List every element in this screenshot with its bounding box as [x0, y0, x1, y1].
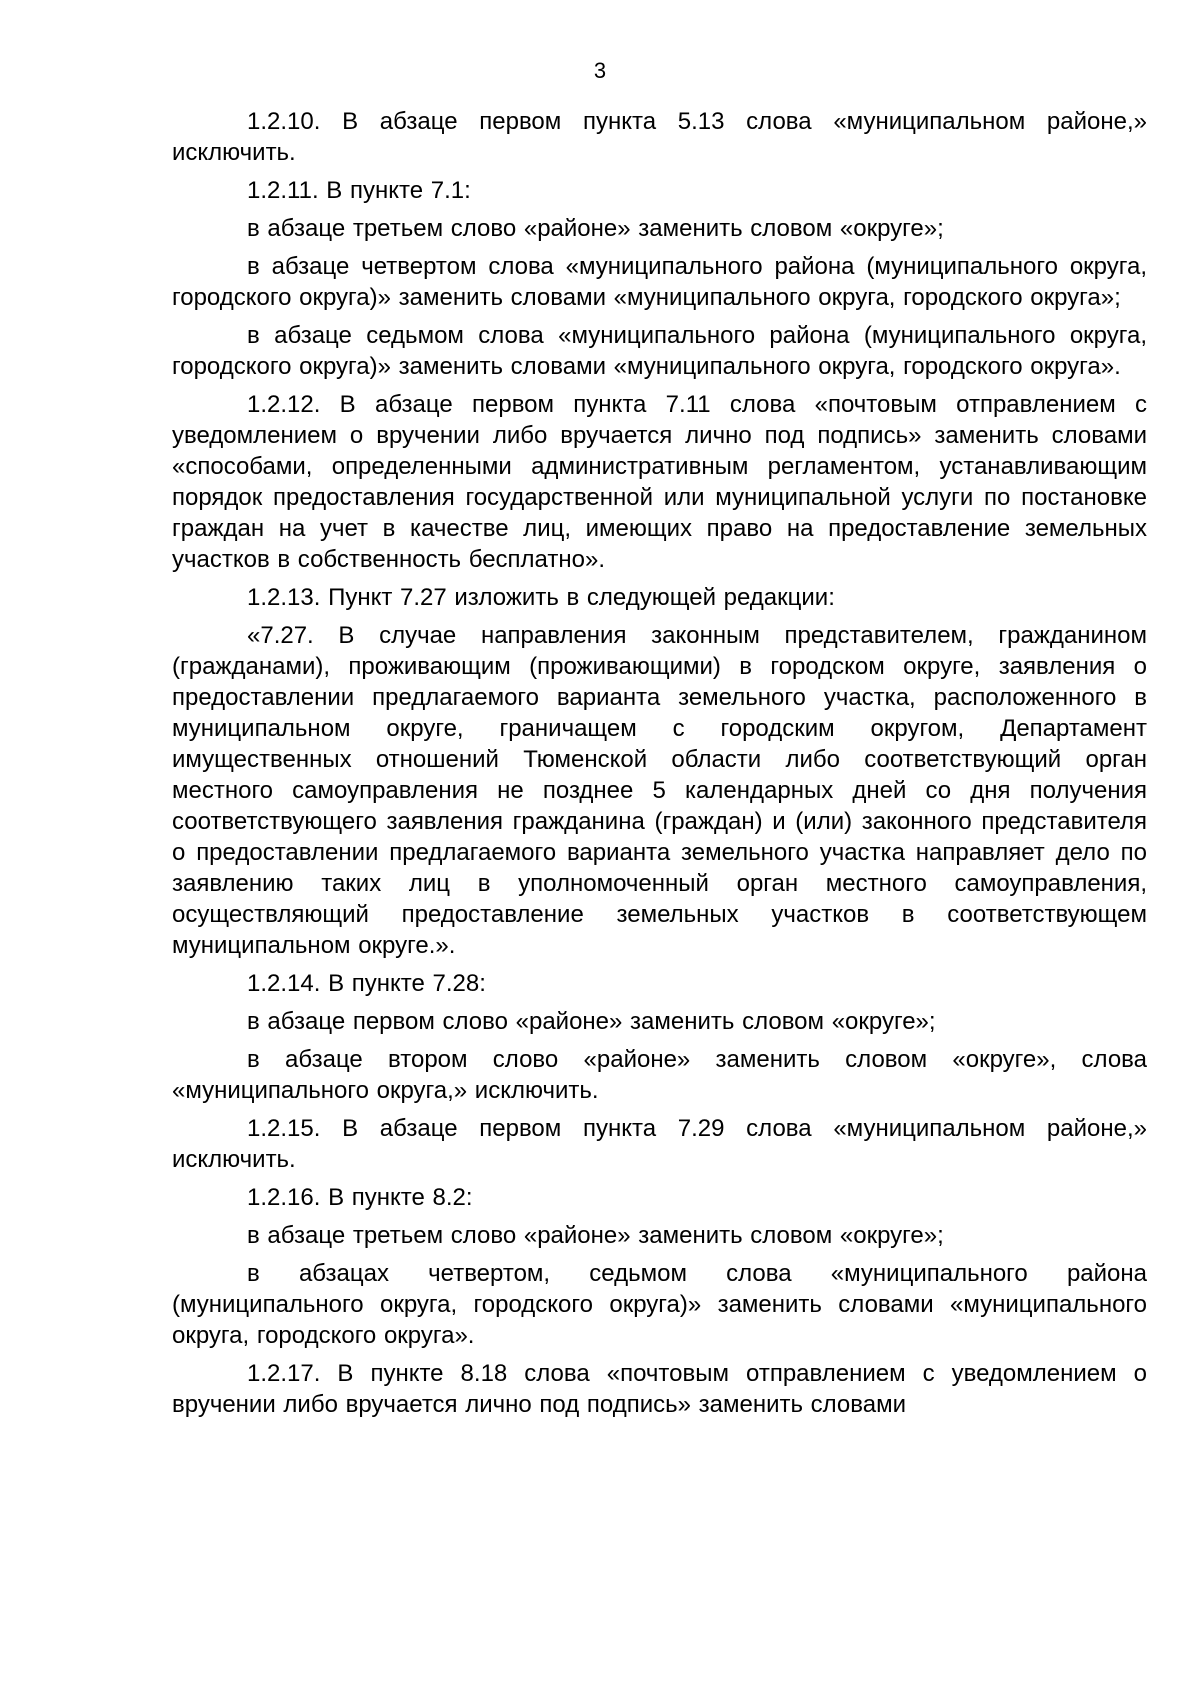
paragraph-1-2-17: 1.2.17. В пункте 8.18 слова «почтовым отправлением с уведомлением о вручении либо вручается лично под подпись» заменить словами — [172, 1360, 1147, 1418]
paragraph-1-2-11: 1.2.11. В пункте 7.1: — [247, 177, 471, 204]
paragraph-1-2-11-b: в абзаце четвертом слова «муниципального района (муниципального округа, городского округа)» заменить словами «муниципального округа, городского округа»; — [172, 253, 1147, 311]
paragraph-1-2-14: 1.2.14. В пункте 7.28: — [247, 970, 486, 997]
paragraph-1-2-14-a: в абзаце первом слово «районе» заменить словом «округе»; — [247, 1008, 936, 1035]
paragraph-1-2-16: 1.2.16. В пункте 8.2: — [247, 1184, 473, 1211]
paragraph-1-2-12: 1.2.12. В абзаце первом пункта 7.11 слова «почтовым отправлением с уведомлением о вручении либо вручается лично под подпись» заменить словами «способами, определенными административным регламентом, устанавливающим порядок предоставления государственной или муниципальной услуги по постановке граждан на учет в качестве лиц, имеющих право на предоставление земельных участков в собственность бесплатно». — [172, 391, 1147, 573]
paragraph-1-2-11-c: в абзаце седьмом слова «муниципального района (муниципального округа, городского округа)» заменить словами «муниципального округа, городского округа». — [172, 322, 1147, 380]
paragraph-1-2-13: 1.2.13. Пункт 7.27 изложить в следующей редакции: — [247, 584, 835, 611]
paragraph-1-2-16-a: в абзаце третьем слово «районе» заменить словом «округе»; — [247, 1222, 944, 1249]
paragraph-7-27-text: «7.27. В случае направления законным представителем, гражданином (гражданами), проживающим (проживающими) в городском округе, заявления о предоставлении предлагаемого варианта земельного участка, расположенного в муниципальном округе, граничащем с городским округом, Департамент имущественных отношений Тюменской области либо соответствующий орган местного самоуправления не позднее 5 календарных дней со дня получения соответствующего заявления гражданина (граждан) и (или) законного представителя о предоставлении предлагаемого варианта земельного участка направляет дело по заявлению таких лиц в уполномоченный орган местного самоуправления, осуществляющий предоставление земельных участков в соответствующем муниципальном округе.». — [172, 622, 1147, 959]
page-number: 3 — [593, 58, 607, 83]
document-body — [172, 106, 1147, 1427]
paragraph-1-2-14-b: в абзаце втором слово «районе» заменить словом «округе», слова «муниципального округа,» исключить. — [172, 1046, 1147, 1104]
paragraph-1-2-10: 1.2.10. В абзаце первом пункта 5.13 слова «муниципальном районе,» исключить. — [172, 108, 1147, 166]
paragraph-1-2-11-a: в абзаце третьем слово «районе» заменить словом «округе»; — [247, 215, 944, 242]
paragraph-1-2-15: 1.2.15. В абзаце первом пункта 7.29 слова «муниципальном районе,» исключить. — [172, 1115, 1147, 1173]
paragraph-1-2-16-b: в абзацах четвертом, седьмом слова «муниципального района (муниципального округа, городского округа)» заменить словами «муниципального округа, городского округа». — [172, 1260, 1147, 1349]
